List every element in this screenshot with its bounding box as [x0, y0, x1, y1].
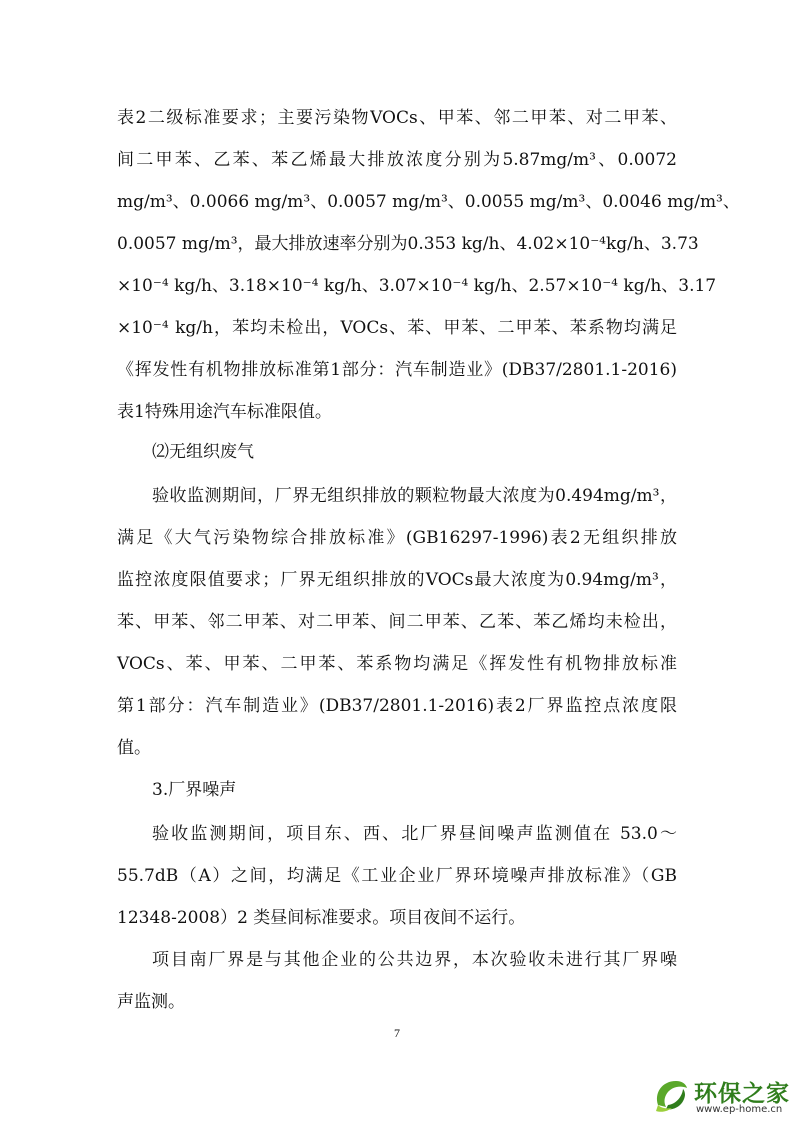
text-line: 验收监测期间，厂界无组织排放的颗粒物最大浓度为0.494mg/m³， [152, 486, 677, 506]
text-line: 12348-2008）2 类昼间标准要求。项目夜间不运行。 [117, 908, 526, 928]
text-line: mg/m³、0.0066 mg/m³、0.0057 mg/m³、0.0055 mg/m³、0.0046 mg/m³、 [117, 192, 740, 212]
text-line: 第1部分：汽车制造业》(DB37/2801.1-2016)表2厂界监控点浓度限 [117, 696, 677, 716]
text-line: 表2二级标准要求；主要污染物VOCs、甲苯、邻二甲苯、对二甲苯、 [117, 108, 677, 128]
text-line: 55.7dB（A）之间，均满足《工业企业厂界环境噪声排放标准》（GB [117, 866, 677, 886]
text-line: 值。 [117, 738, 151, 758]
watermark-name: 环保之家 [694, 1081, 790, 1107]
text-line: 监控浓度限值要求；厂界无组织排放的VOCs最大浓度为0.94mg/m³， [117, 570, 677, 590]
page-number: 7 [394, 1026, 400, 1040]
text-line: 声监测。 [117, 992, 185, 1012]
text-line: 满足《大气污染物综合排放标准》(GB16297-1996)表2无组织排放 [117, 528, 677, 548]
text-line: 项目南厂界是与其他企业的公共边界，本次验收未进行其厂界噪 [152, 950, 677, 970]
text-line: 间二甲苯、乙苯、苯乙烯最大排放浓度分别为5.87mg/m³、0.0072 [117, 150, 677, 170]
watermark-url: www.ep-home.cn [696, 1104, 783, 1115]
text-line: 0.0057 mg/m³，最大排放速率分别为0.353 kg/h、4.02×10⁻⁴kg/h、3.73 [117, 234, 699, 254]
leaf-swirl-icon [652, 1075, 690, 1115]
section-heading: ⑵无组织废气 [152, 442, 254, 462]
text-line: 表1特殊用途汽车标准限值。 [117, 402, 332, 422]
text-line: 《挥发性有机物排放标准第1部分：汽车制造业》(DB37/2801.1-2016) [117, 360, 677, 380]
section-heading: 3.厂界噪声 [152, 780, 237, 800]
text-line: ×10⁻⁴ kg/h，苯均未检出，VOCs、苯、甲苯、二甲苯、苯系物均满足 [117, 318, 677, 338]
text-line: ×10⁻⁴ kg/h、3.18×10⁻⁴ kg/h、3.07×10⁻⁴ kg/h、2.57×10⁻⁴ kg/h、3.17 [117, 276, 717, 296]
watermark [652, 1073, 794, 1119]
text-line: 苯、甲苯、邻二甲苯、对二甲苯、间二甲苯、乙苯、苯乙烯均未检出， [117, 612, 677, 632]
text-line: 验收监测期间，项目东、西、北厂界昼间噪声监测值在 53.0～ [152, 824, 677, 844]
text-line: VOCs、苯、甲苯、二甲苯、苯系物均满足《挥发性有机物排放标准 [117, 654, 677, 674]
